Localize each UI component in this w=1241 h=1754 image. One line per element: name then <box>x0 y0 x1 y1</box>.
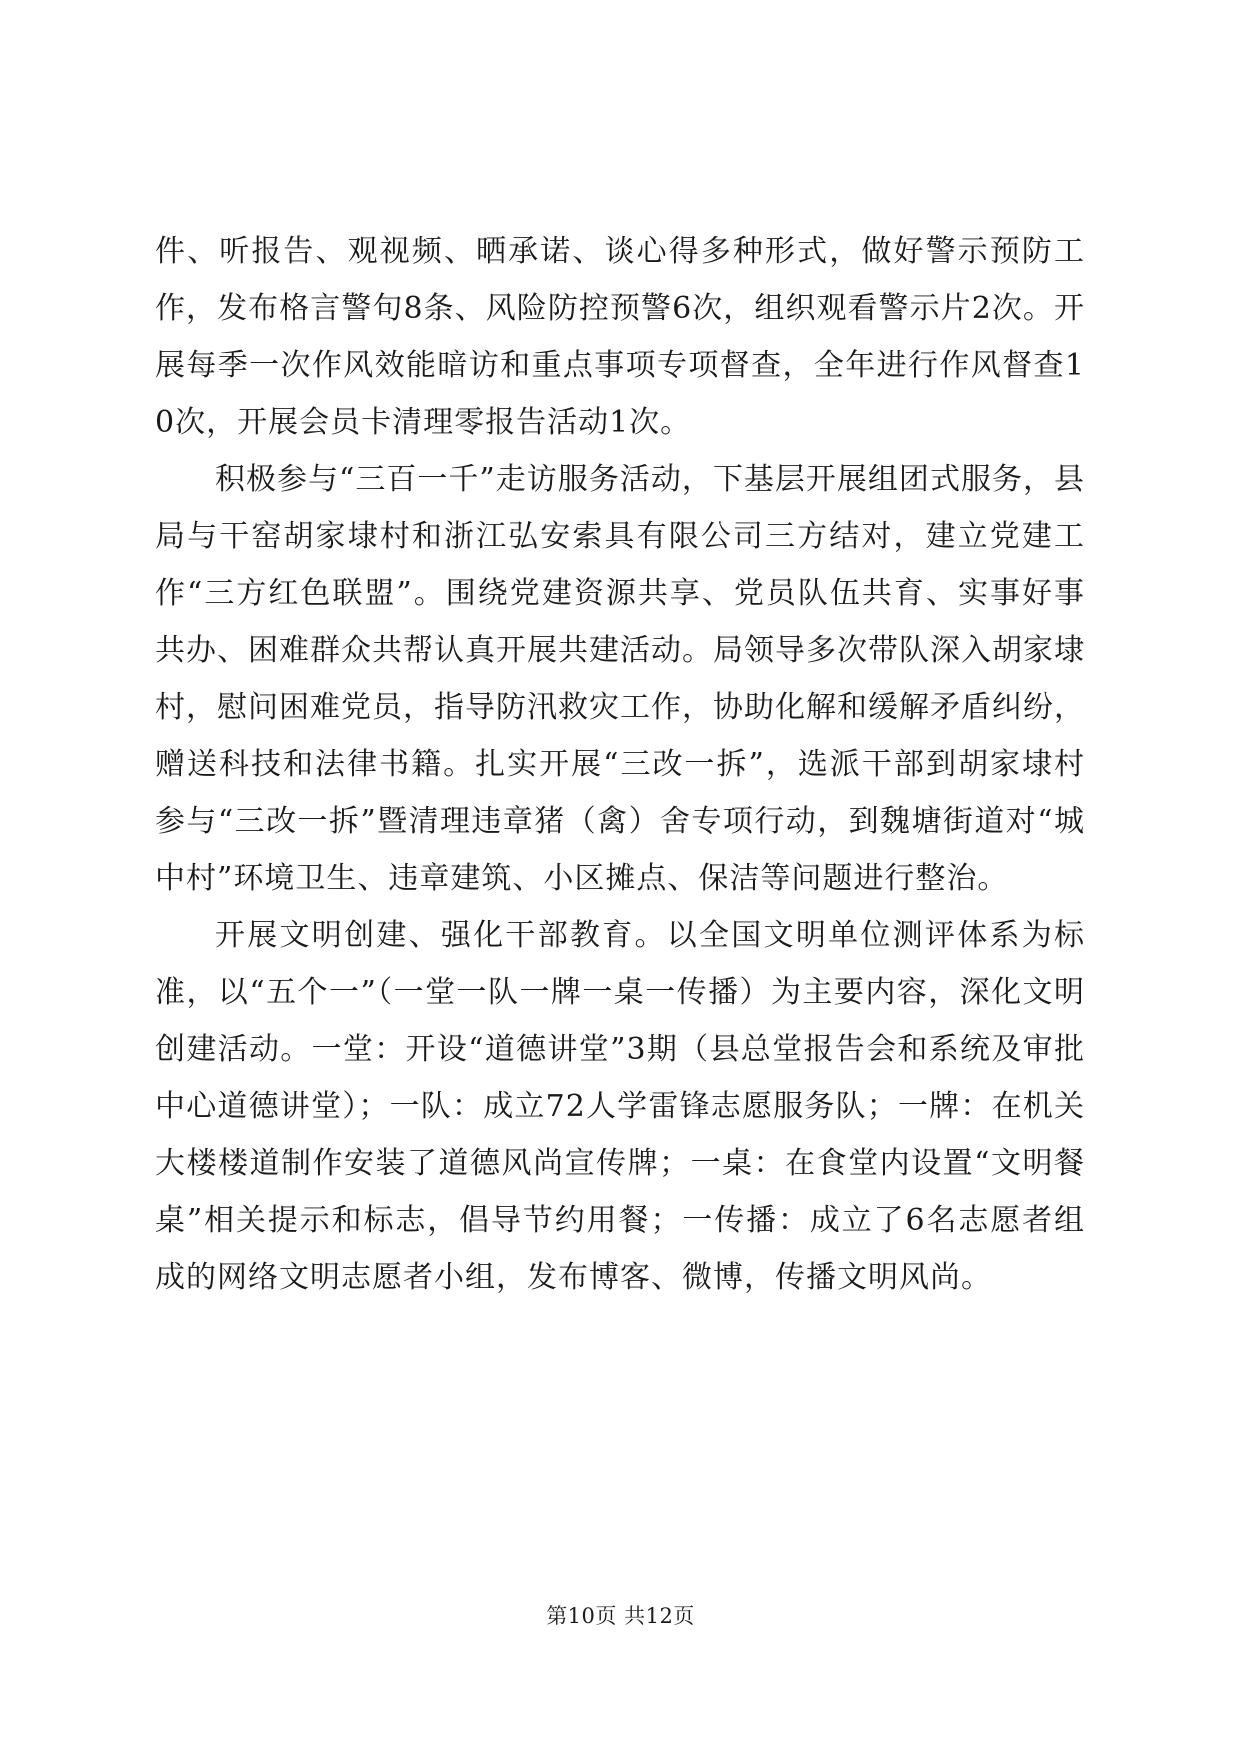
document-body <box>155 223 1085 1306</box>
paragraph-visit-service: 积极参与“三百一千”走访服务活动，下基层开展组团式服务，县局与干窑胡家埭村和浙江弘安索具有限公司三方结对，建立党建工作“三方红色联盟”。围绕党建资源共享、党员队伍共育、实事好事共办、困难群众共帮认真开展共建活动。局领导多次带队深入胡家埭村，慰问困难党员，指导防汛救灾工作，协助化解和缓解矛盾纠纷，赠送科技和法律书籍。扎实开展“三改一拆”，选派干部到胡家埭村参与“三改一拆”暨清理违章猪（禽）舍专项行动，到魏塘街道对“城中村”环境卫生、违章建筑、小区摊点、保洁等问题进行整治。 <box>155 462 1085 896</box>
paragraph-continuation: 件、听报告、观视频、晒承诺、谈心得多种形式，做好警示预防工作，发布格言警句8条、风险防控预警6次，组织观看警示片2次。开展每季一次作风效能暗访和重点事项专项督查，全年进行作风督查10次，开展会员卡清理零报告活动1次。 <box>155 234 1085 440</box>
page-number-footer: 第10页 共12页 <box>546 1604 695 1628</box>
paragraph-civilization-building: 开展文明创建、强化干部教育。以全国文明单位测评体系为标准，以“五个一”（一堂一队一牌一桌一传播）为主要内容，深化文明创建活动。一堂：开设“道德讲堂”3期（县总堂报告会和系统及审批中心道德讲堂）；一队：成立72人学雷锋志愿服务队；一牌：在机关大楼楼道制作安装了道德风尚宣传牌；一桌：在食堂内设置“文明餐桌”相关提示和标志，倡导节约用餐；一传播：成立了6名志愿者组成的网络文明志愿者小组，发布博客、微博，传播文明风尚。 <box>155 918 1085 1295</box>
